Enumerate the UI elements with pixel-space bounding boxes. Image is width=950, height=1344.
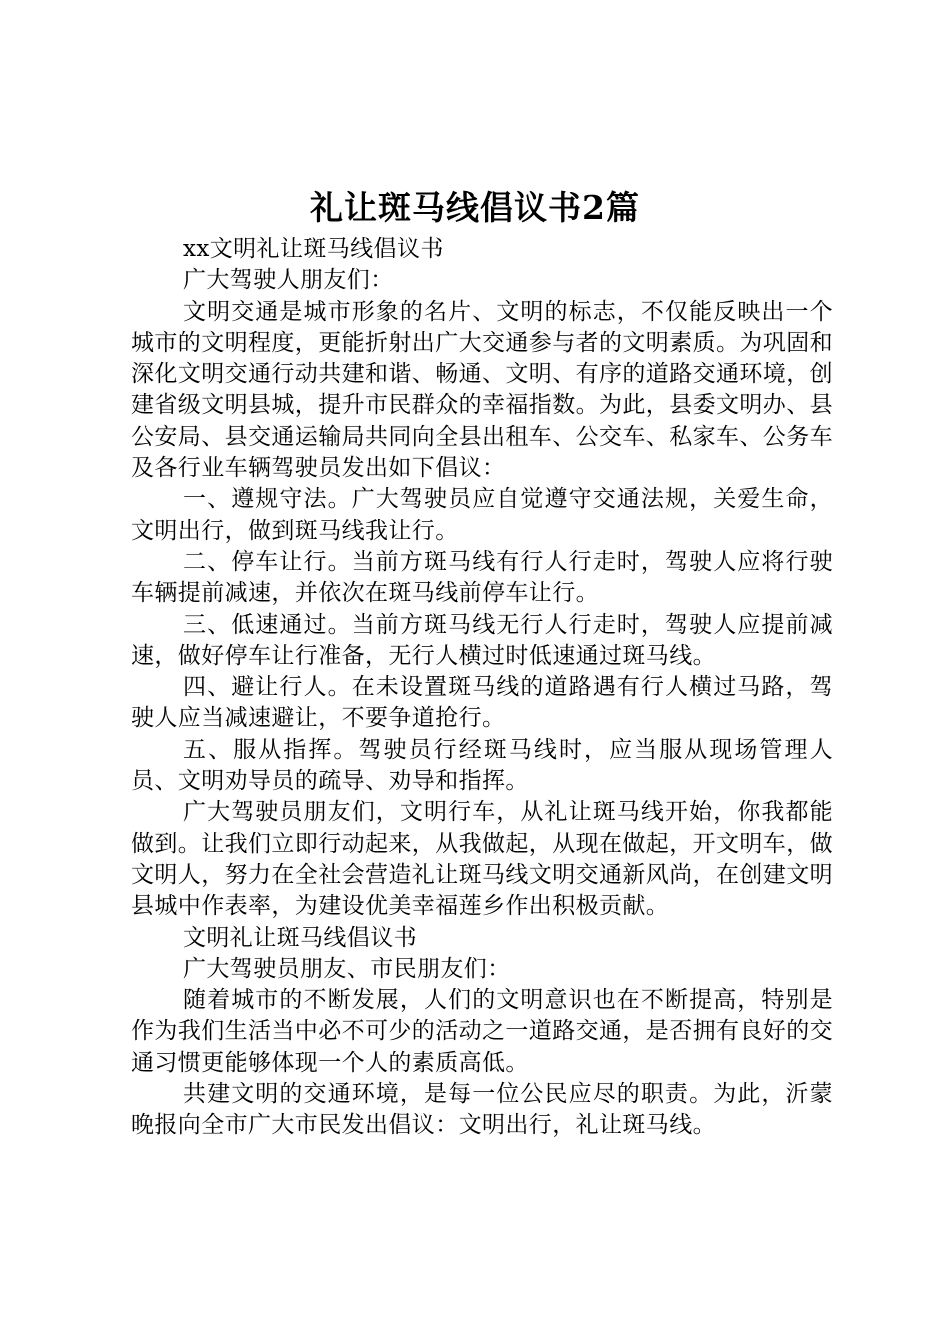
- paragraph-salutation-1: 广大驾驶人朋友们：: [183, 267, 394, 294]
- paragraph-item-2: 二、停车让行。当前方斑马线有行人行走时，驾驶人应将行驶车辆提前减速，并依次在斑马线前停车让行。: [131, 548, 833, 607]
- paragraph-closing-1: 广大驾驶员朋友们，文明行车，从礼让斑马线开始，你我都能做到。让我们立即行动起来，从我做起，从现在做起，开文明车，做文明人，努力在全社会营造礼让斑马线文明交通新风尚，在创建文明县城中作表率，为建设优美幸福莲乡作出积极贡献。: [131, 799, 833, 920]
- paragraph-item-4: 四、避让行人。在未设置斑马线的道路遇有行人横过马路，驾驶人应当减速避让，不要争道抢行。: [131, 674, 833, 732]
- document-body: [131, 234, 833, 1142]
- paragraph-item-5: 五、服从指挥。驾驶员行经斑马线时，应当服从现场管理人员、文明劝导员的疏导、劝导和指挥。: [131, 736, 833, 795]
- paragraph-body-2a: 随着城市的不断发展，人们的文明意识也在不断提高，特别是作为我们生活当中必不可少的活动之一道路交通，是否拥有良好的交通习惯更能够体现一个人的素质高低。: [131, 987, 833, 1076]
- paragraph-item-3: 三、低速通过。当前方斑马线无行人行走时，驾驶人应提前减速，做好停车让行准备，无行人横过时低速通过斑马线。: [131, 611, 833, 669]
- paragraph-intro: 文明交通是城市形象的名片、文明的标志，不仅能反映出一个城市的文明程度，更能折射出广大交通参与者的文明素质。为巩固和深化文明交通行动共建和谐、畅通、文明、有序的道路交通环境，创建省级文明县城，提升市民群众的幸福指数。为此，县委文明办、县公安局、县交通运输局共同向全县出租车、公交车、私家车、公务车及各行业车辆驾驶员发出如下倡议：: [131, 298, 833, 482]
- paragraph-salutation-2: 广大驾驶员朋友、市民朋友们：: [183, 955, 511, 982]
- paragraph-body-2b: 共建文明的交通环境，是每一位公民应尽的职责。为此，沂蒙晚报向全市广大市民发出倡议：文明出行，礼让斑马线。: [131, 1081, 833, 1139]
- document-title: 礼让斑马线倡议书2篇: [310, 188, 640, 227]
- paragraph-item-1: 一、遵规守法。广大驾驶员应自觉遵守交通法规，关爱生命，文明出行，做到斑马线我让行。: [131, 486, 833, 544]
- paragraph-heading-2: 文明礼让斑马线倡议书: [183, 924, 417, 951]
- paragraph-heading-1: xx文明礼让斑马线倡议书: [183, 236, 444, 262]
